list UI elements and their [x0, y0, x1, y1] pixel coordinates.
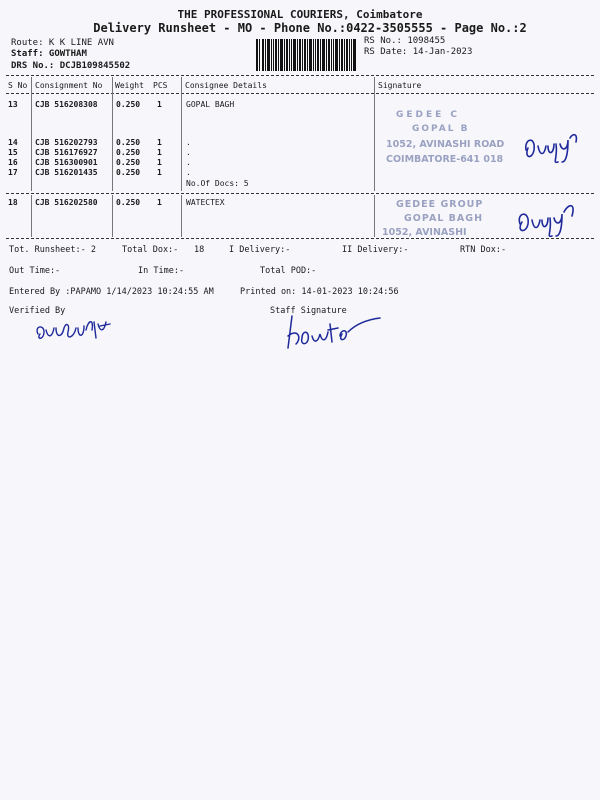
col-divider	[31, 195, 32, 237]
row-sno: 14	[8, 138, 18, 147]
row-weight: 0.250	[116, 158, 141, 167]
row-consignee: .	[186, 148, 191, 157]
row-sno: 17	[8, 168, 18, 177]
row-consignment: CJB 516201435	[35, 168, 98, 177]
runsheet-subtitle: Delivery Runsheet - MO - Phone No.:0422-3505555 - Page No.:2	[93, 21, 527, 35]
in-time: In Time:-	[138, 266, 185, 276]
row-sno: 18	[8, 198, 18, 207]
row-consignment: CJB 516202580	[35, 198, 98, 207]
stamp-line: GOPAL B	[412, 124, 470, 134]
verified-by-label: Verified By	[9, 306, 66, 316]
row-weight: 0.250	[116, 100, 141, 109]
row-pcs: 1	[157, 198, 162, 207]
row-consignment: CJB 516300901	[35, 158, 98, 167]
docs-count-note: No.Of Docs: 5	[186, 179, 249, 188]
row-consignee: .	[186, 158, 191, 167]
rs-date: RS Date: 14-Jan-2023	[364, 47, 473, 57]
consignee-signature	[522, 128, 582, 168]
stamp-line: GOPAL BAGH	[404, 213, 484, 224]
row-pcs: 1	[157, 158, 162, 167]
consignee-signature	[514, 200, 580, 240]
total-dox-value: 18	[194, 245, 205, 255]
stamp-line: GEDEE GROUP	[396, 199, 484, 210]
stamp-line: COIMBATORE-641 018	[386, 154, 504, 165]
row-consignee: GOPAL BAGH	[186, 100, 235, 109]
staff-label: Staff: GOWTHAM	[11, 49, 87, 59]
col-header-consignee: Consignee Details	[185, 81, 267, 90]
drs-number: DRS No.: DCJB109845502	[11, 61, 131, 71]
row-weight: 0.250	[116, 198, 141, 207]
row-pcs: 1	[157, 148, 162, 157]
verifier-signature	[34, 312, 118, 346]
col-divider	[181, 77, 182, 191]
col-divider	[374, 195, 375, 237]
entered-by: Entered By :PAPAMO 1/14/2023 10:24:55 AM	[9, 287, 214, 297]
row-weight: 0.250	[116, 138, 141, 147]
row-consignee: WATECTEX	[186, 198, 225, 207]
row-pcs: 1	[157, 168, 162, 177]
col-header-consignment: Consignment No	[35, 81, 103, 90]
total-runsheet: Tot. Runsheet:- 2	[9, 245, 96, 255]
col-divider	[31, 77, 32, 191]
total-dox-label: Total Dox:-	[122, 245, 179, 255]
col-divider	[112, 77, 113, 191]
row-consignee: .	[186, 168, 191, 177]
row-consignment: CJB 516176927	[35, 148, 98, 157]
group-divider-rule	[6, 193, 594, 194]
col-divider	[374, 77, 375, 191]
col-header-weight: Weight	[115, 81, 144, 90]
company-title: THE PROFESSIONAL COURIERS, Coimbatore	[177, 8, 423, 21]
out-time: Out Time:-	[9, 266, 61, 276]
col-header-signature: Signature	[378, 81, 422, 90]
row-consignment: CJB 516202793	[35, 138, 98, 147]
barcode-image	[256, 39, 356, 71]
stamp-line: 1052, AVINASHI ROAD	[386, 139, 505, 150]
col-header-pcs: PCS	[153, 81, 168, 90]
row-sno: 15	[8, 148, 18, 157]
col-divider	[112, 195, 113, 237]
col-divider	[181, 195, 182, 237]
stamp-line: GEDEE C	[396, 110, 461, 120]
staff-signature	[284, 308, 384, 354]
row-sno: 16	[8, 158, 18, 167]
header-bottom-rule	[6, 93, 594, 94]
table-bottom-rule	[6, 238, 594, 239]
col-header-sno: S No	[8, 81, 28, 90]
route-label: Route: K K LINE AVN	[11, 38, 114, 48]
stamp-line: 1052, AVINASHI	[382, 227, 467, 238]
ii-delivery: II Delivery:-	[342, 245, 409, 255]
i-delivery: I Delivery:-	[229, 245, 291, 255]
row-weight: 0.250	[116, 148, 141, 157]
printed-on: Printed on: 14-01-2023 10:24:56	[240, 287, 399, 297]
row-sno: 13	[8, 100, 18, 109]
row-consignment: CJB 516208308	[35, 100, 98, 109]
staff-signature-label: Staff Signature	[270, 306, 347, 316]
row-pcs: 1	[157, 138, 162, 147]
row-pcs: 1	[157, 100, 162, 109]
total-pod: Total POD:-	[260, 266, 317, 276]
rtn-dox: RTN Dox:-	[460, 245, 507, 255]
table-top-rule	[6, 75, 594, 76]
rs-number: RS No.: 1098455	[364, 36, 446, 46]
row-consignee: .	[186, 138, 191, 147]
row-weight: 0.250	[116, 168, 141, 177]
